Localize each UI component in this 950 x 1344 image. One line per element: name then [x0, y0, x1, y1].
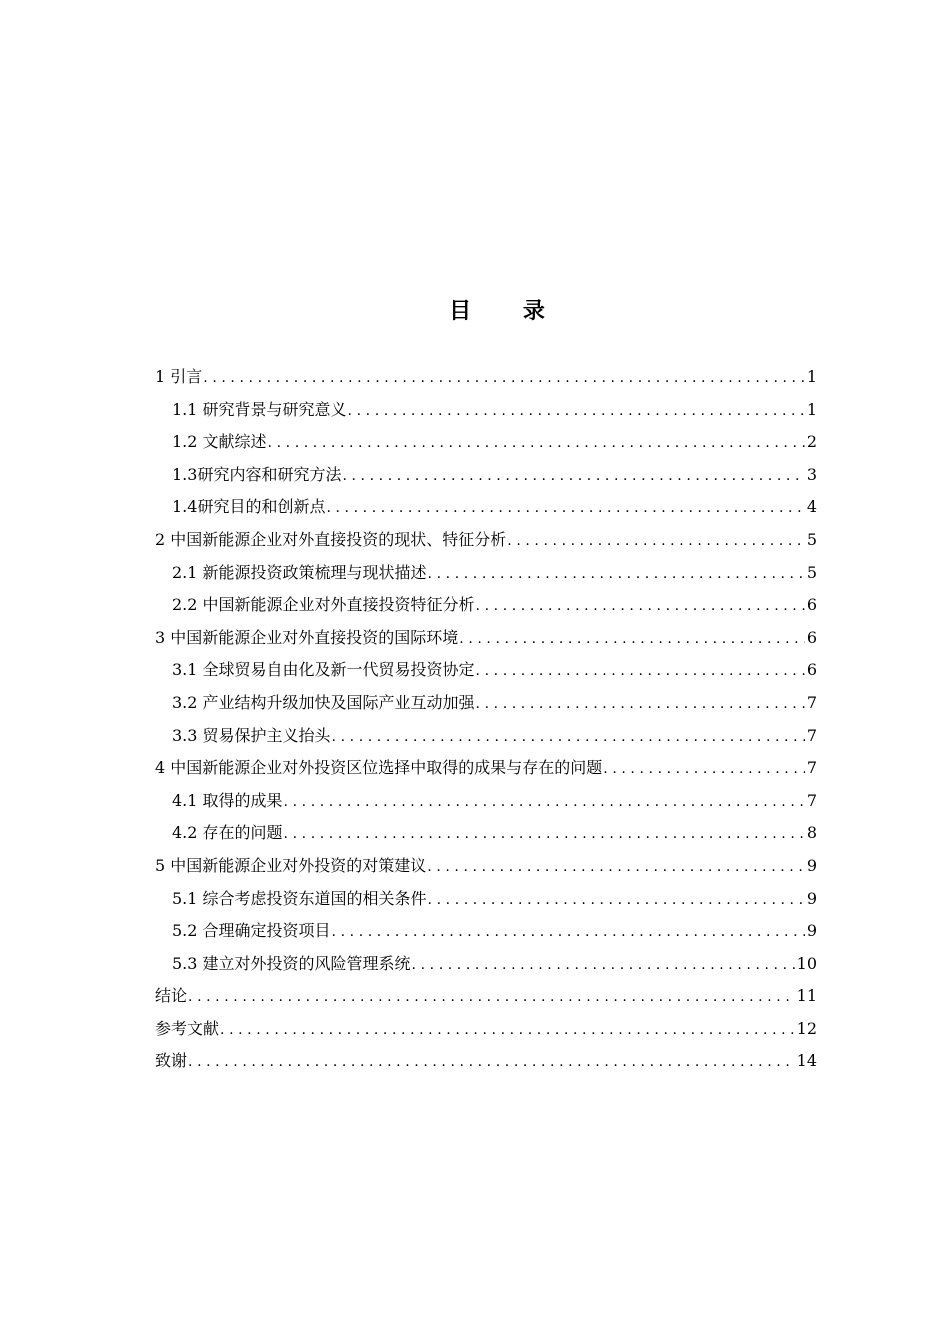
toc-dot-leader — [284, 786, 805, 819]
toc-title: 目 录 — [449, 299, 567, 324]
toc-entry-text: 4.2 存在的问题 — [172, 823, 283, 843]
toc-entry[interactable] — [155, 980, 817, 1013]
toc-page-number: 9 — [806, 921, 817, 941]
toc-entry-text: 3 中国新能源企业对外直接投资的国际环境 — [155, 627, 459, 647]
toc-entry-text: 4 中国新能源企业对外投资区位选择中取得的成果与存在的问题 — [155, 758, 603, 778]
toc-page-number: 14 — [796, 1051, 817, 1071]
toc-dot-leader — [348, 395, 805, 428]
toc-dot-leader — [459, 623, 805, 656]
toc-dot-leader — [284, 818, 805, 851]
toc-page-number: 5 — [806, 529, 817, 549]
toc-entry-text: 3.3 贸易保护主义抬头 — [172, 725, 331, 745]
toc-entry[interactable] — [155, 915, 817, 948]
toc-page-number: 5 — [806, 562, 817, 582]
toc-entry[interactable] — [155, 752, 817, 785]
toc-dot-leader — [428, 884, 805, 917]
toc-entry[interactable] — [155, 817, 817, 850]
toc-entry[interactable] — [155, 654, 817, 687]
toc-page-number: 9 — [806, 855, 817, 875]
toc-page-number: 11 — [796, 986, 817, 1006]
toc-entry[interactable] — [155, 1013, 817, 1046]
toc-entry-text: 致谢 — [155, 1051, 188, 1071]
toc-dot-leader — [476, 688, 805, 721]
toc-dot-leader — [188, 1046, 795, 1079]
toc-entry[interactable] — [155, 459, 817, 492]
toc-dot-leader — [326, 492, 804, 525]
toc-dot-leader — [332, 721, 805, 754]
toc-dot-leader — [476, 590, 805, 623]
toc-dot-leader — [507, 525, 805, 558]
toc-dot-leader — [268, 427, 805, 460]
toc-entry-text: 1.1 研究背景与研究意义 — [172, 399, 347, 419]
toc-entry-text: 5.2 合理确定投资项目 — [172, 921, 331, 941]
toc-entry[interactable] — [155, 491, 817, 524]
toc-entry[interactable] — [155, 720, 817, 753]
toc-entry-text: 1 引言 — [155, 367, 203, 386]
toc-entry[interactable] — [155, 426, 817, 459]
toc-entry[interactable] — [155, 785, 817, 818]
toc-dot-leader — [603, 753, 805, 786]
toc-dot-leader — [220, 1014, 795, 1047]
toc-page-number: 12 — [796, 1018, 817, 1038]
toc-entry-text: 4.1 取得的成果 — [172, 790, 283, 810]
toc-page-number: 10 — [796, 953, 817, 973]
toc-entry-text: 2.1 新能源投资政策梳理与现状描述 — [172, 562, 427, 582]
toc-entry-text: 2.2 中国新能源企业对外直接投资特征分析 — [172, 595, 475, 615]
toc-entry[interactable] — [155, 883, 817, 916]
toc-entry-text: 结论 — [155, 986, 188, 1006]
toc-page-number: 6 — [806, 595, 817, 615]
toc-dot-leader — [412, 949, 795, 982]
toc-entry-text: 2 中国新能源企业对外直接投资的现状、特征分析 — [155, 529, 507, 549]
toc-page-number: 7 — [806, 725, 817, 745]
toc-page-number: 7 — [806, 692, 817, 712]
toc-entry[interactable] — [155, 850, 817, 883]
toc-entry-text: 1.3研究内容和研究方法 — [172, 464, 342, 484]
toc-dot-leader — [476, 655, 805, 688]
toc-page-number: 3 — [806, 464, 817, 484]
toc-dot-leader — [428, 558, 805, 591]
toc-page-number: 7 — [806, 758, 817, 778]
toc-page-number: 6 — [806, 627, 817, 647]
toc-entry-text: 1.4研究目的和创新点 — [172, 497, 326, 517]
toc-dot-leader — [332, 916, 805, 949]
toc-entry-text: 5.3 建立对外投资的风险管理系统 — [172, 953, 411, 973]
toc-entry[interactable] — [155, 589, 817, 622]
toc-entry[interactable] — [155, 1045, 817, 1078]
toc-dot-leader — [342, 460, 804, 493]
toc-entry[interactable] — [155, 948, 817, 981]
toc-entry-text: 参考文献 — [155, 1018, 220, 1038]
toc-entry[interactable] — [155, 557, 817, 590]
toc-dot-leader — [203, 362, 805, 395]
toc-list — [155, 361, 817, 1078]
toc-dot-leader — [188, 981, 795, 1014]
toc-page-number: 1 — [806, 399, 817, 419]
toc-dot-leader — [427, 851, 805, 884]
toc-entry-text: 1.2 文献综述 — [172, 432, 267, 452]
toc-page-number: 2 — [806, 432, 817, 452]
toc-entry-text: 5 中国新能源企业对外投资的对策建议 — [155, 855, 427, 875]
toc-entry-text: 5.1 综合考虑投资东道国的相关条件 — [172, 888, 427, 908]
toc-page-number: 7 — [806, 790, 817, 810]
toc-page-number: 4 — [806, 497, 817, 517]
toc-entry[interactable] — [155, 524, 817, 557]
toc-page-number: 9 — [806, 888, 817, 908]
toc-page-number: 8 — [806, 823, 817, 843]
toc-entry[interactable] — [155, 361, 817, 394]
toc-entry-text: 3.1 全球贸易自由化及新一代贸易投资协定 — [172, 660, 475, 680]
toc-page-number: 1 — [806, 367, 817, 386]
toc-page-number: 6 — [806, 660, 817, 680]
toc-entry-text: 3.2 产业结构升级加快及国际产业互动加强 — [172, 692, 475, 712]
toc-entry[interactable] — [155, 687, 817, 720]
toc-entry[interactable] — [155, 394, 817, 427]
toc-entry[interactable] — [155, 622, 817, 655]
